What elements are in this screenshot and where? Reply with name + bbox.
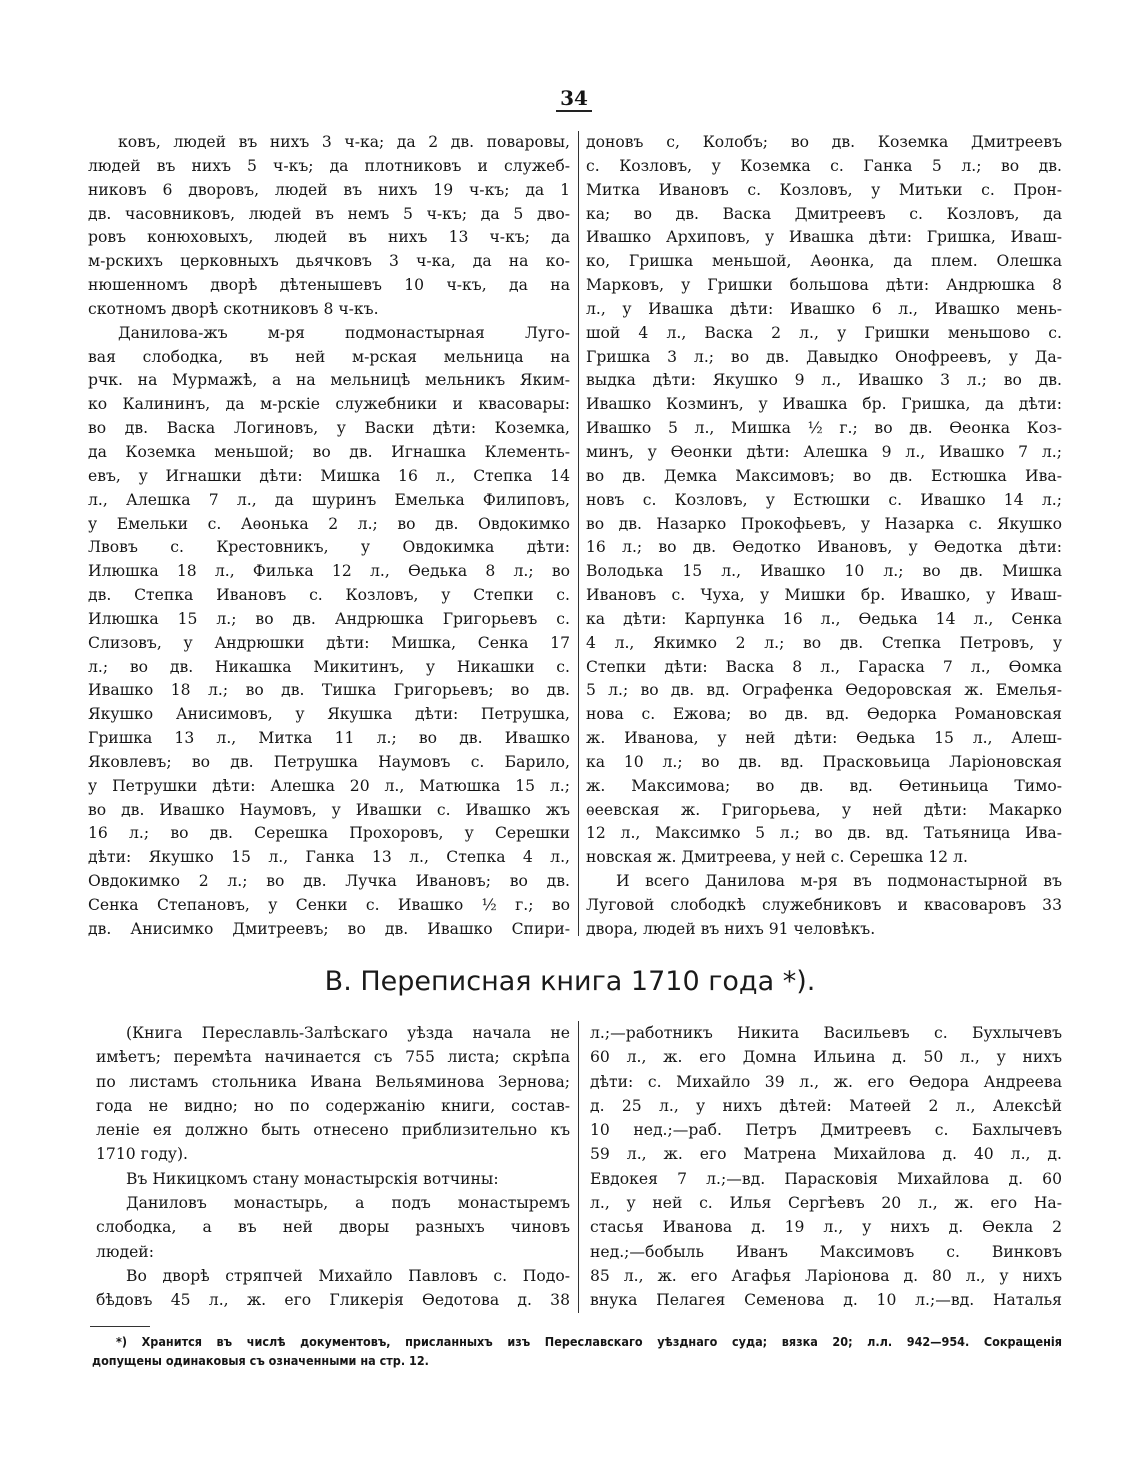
- text-line: 60 л., ж. его Домна Ильина д. 50 л., у нихъ: [590, 1048, 1062, 1067]
- text-line: Ивашко 18 л.; во дв. Тишка Григорьевъ; во дв.: [88, 681, 570, 700]
- text-line: ка дѣти: Карпунка 16 л., Ѳедька 14 л., Сенка: [586, 609, 1062, 628]
- text-line: ко, Гришка меньшой, Аѳонка, да плем. Олешка: [586, 252, 1062, 271]
- text-line: Сенка Степановъ, у Сенки с. Ивашко ½ г.; во: [88, 896, 570, 914]
- text-line: имѣетъ; перемѣта начинается съ 755 листа; скрѣпа: [96, 1048, 570, 1067]
- text-line: леніе ея должно быть отнесено приблизительно къ: [96, 1121, 570, 1140]
- text-line: выдка дѣти: Якушко 9 л., Ивашко 3 л.; во дв.: [586, 371, 1062, 390]
- text-line: Митка Ивановъ с. Козловъ, у Митьки с. Прон-: [586, 180, 1062, 199]
- text-line: л., у ней с. Илья Сергѣевъ 20 л., ж. его На-: [590, 1194, 1062, 1213]
- text-line: Овдокимко 2 л.; во дв. Лучка Ивановъ; во дв.: [88, 872, 570, 891]
- text-line: м-рскихъ церковныхъ дьячковъ 3 ч-ка, да на ко-: [88, 252, 570, 271]
- text-line: нед.;—бобыль Иванъ Максимовъ с. Винковъ: [590, 1242, 1062, 1261]
- text-line: новъ с. Козловъ, у Естюшки с. Ивашко 14 л.;: [586, 490, 1062, 509]
- text-line: у Петрушки дѣти: Алешка 20 л., Матюшка 15 л.;: [88, 776, 570, 795]
- text-line: ко Калининъ, да м-рскіе служебники и квасовары:: [88, 395, 570, 414]
- footnote: [92, 1332, 1062, 1370]
- text-line: ровъ конюховыхъ, людей въ нихъ 13 ч-къ; да: [88, 228, 570, 247]
- text-line: 1710 году).: [96, 1145, 189, 1164]
- text-line: Въ Никицкомъ стану монастырскія вотчины:: [126, 1169, 499, 1188]
- text-line: л.;—работникъ Никита Васильевъ с. Бухлычевъ: [590, 1024, 1062, 1042]
- text-line: Данилова-жъ м-ря подмонастырная Луго-: [118, 323, 570, 342]
- text-line: да Коземка меньшой; во дв. Игнашка Клементь-: [88, 442, 570, 461]
- footnote-line: *) Хранится въ числѣ документовъ, присланныхъ изъ Переславскаго уѣзднаго суда; вязка 20; л.л. 942—954. Сокращенія: [116, 1334, 1062, 1349]
- text-line: рчк. на Мурмажѣ, а на мельницѣ мельникъ Яким-: [88, 371, 570, 390]
- text-line: Во дворѣ стряпчей Михайло Павловъ с. Подо-: [126, 1266, 570, 1285]
- text-line: Ивановъ с. Чуха, у Мишки бр. Ивашко, у Иваш-: [586, 586, 1062, 605]
- text-line: (Книга Переславль-Залѣскаго уѣзда начала не: [126, 1024, 570, 1042]
- text-line: Слизовъ, у Андрюшки дѣти: Мишка, Сенка 17: [88, 633, 570, 652]
- text-line: евъ, у Игнашки дѣти: Мишка 16 л., Степка 14: [88, 466, 570, 485]
- text-line: стасья Иванова д. 19 л., у нихъ д. Ѳекла 2: [590, 1218, 1062, 1237]
- text-line: у Емельки с. Аѳонька 2 л.; во дв. Овдокимко: [88, 514, 570, 533]
- text-line: доновъ с, Колобъ; во дв. Коземка Дмитреевъ: [586, 133, 1062, 151]
- lower-right-column: [590, 1021, 1062, 1313]
- text-line: Марковъ, у Гришки большова дѣти: Андрюшка 8: [586, 276, 1062, 295]
- text-line: Даниловъ монастырь, а подъ монастыремъ: [126, 1194, 570, 1213]
- text-line: 5 л.; во дв. вд. Ографенка Ѳедоровская ж. Емелья-: [586, 681, 1062, 700]
- paragraph: [88, 322, 570, 942]
- text-line: Лвовъ с. Крестовникъ, у Овдокимка дѣти:: [88, 538, 570, 557]
- text-line: дѣти: с. Михайло 39 л., ж. его Ѳедора Андреева: [590, 1072, 1062, 1091]
- text-line: дѣти: Якушко 15 л., Ганка 13 л., Степка 4 л.,: [88, 848, 570, 867]
- text-line: л., Алешка 7 л., да шуринъ Емелька Филиповъ,: [88, 490, 570, 509]
- text-line: 59 л., ж. его Матрена Михайлова д. 40 л., д.: [590, 1145, 1062, 1164]
- text-line: двора, людей въ нихъ 91 человѣкъ.: [586, 919, 876, 938]
- text-line: ж. Максимова; во дв. вд. Ѳетиньица Тимо-: [586, 776, 1062, 795]
- text-line: ж. Иванова, у ней дѣти: Ѳедька 15 л., Алеш-: [586, 729, 1062, 748]
- text-line: Якушко Анисимовъ, у Якушка дѣти: Петрушка,: [88, 705, 570, 724]
- text-line: нова с. Ежова; во дв. вд. Ѳедорка Романовская: [586, 705, 1062, 724]
- text-line: дв. Анисимко Дмитреевъ; во дв. Ивашко Спири-: [88, 919, 570, 938]
- text-line: Илюшка 15 л.; во дв. Андрюшка Григорьевъ с.: [88, 609, 570, 628]
- text-line: скотномъ дворѣ скотниковъ 8 ч-къ.: [88, 299, 379, 318]
- text-line: Яковлевъ; во дв. Петрушка Наумовъ с. Барило,: [88, 752, 570, 771]
- text-line: минъ, у Ѳеонки дѣти: Алешка 9 л., Ивашко 7 л.;: [586, 442, 1062, 461]
- paragraph: [586, 131, 1062, 870]
- text-line: 4 л., Якимко 2 л.; во дв. Степка Петровъ, у: [586, 633, 1062, 652]
- paragraph: [96, 1191, 570, 1264]
- lower-left-column: [96, 1021, 570, 1313]
- text-line: 85 л., ж. его Агафья Ларіонова д. 80 л., у нихъ: [590, 1266, 1062, 1285]
- text-line: 16 л.; во дв. Серешка Прохоровъ, у Серешки: [88, 824, 570, 843]
- text-line: Ивашко Архиповъ, у Ивашка дѣти: Гришка, Иваш-: [586, 228, 1062, 247]
- text-line: никовъ 6 дворовъ, людей въ нихъ 19 ч-къ; да 1: [88, 180, 570, 199]
- column-divider: [578, 131, 579, 936]
- text-line: во дв. Васка Логиновъ, у Васки дѣти: Коземка,: [88, 419, 570, 438]
- text-line: Луговой слободкѣ служебниковъ и квасоваровъ 33: [586, 896, 1062, 914]
- text-line: во дв. Назарко Прокофьевъ, у Назарка с. Якушко: [586, 514, 1062, 533]
- text-line: д. 25 л., у нихъ дѣтей: Матѳей 2 л., Алексѣй: [590, 1096, 1062, 1115]
- text-line: нюшенномъ дворѣ дѣтенышевъ 10 ч-къ, да на: [88, 276, 570, 295]
- paragraph: [96, 1264, 570, 1313]
- text-line: 12 л., Максимко 5 л.; во дв. вд. Татьяница Ива-: [586, 824, 1062, 843]
- text-line: слободка, а въ ней дворы разныхъ чиновъ: [96, 1218, 570, 1237]
- paragraph: [590, 1021, 1062, 1313]
- text-line: года не видно; но по содержанію книги, состав-: [96, 1096, 570, 1115]
- text-line: 10 нед.;—раб. Петръ Дмитреевъ с. Бахлычевъ: [590, 1121, 1062, 1140]
- upper-right-column: [586, 131, 1062, 942]
- text-line: внука Пелагея Семенова д. 10 л.;—вд. Наталья: [590, 1291, 1062, 1310]
- text-line: Евдокея 7 л.;—вд. Парасковія Михайлова д. 60: [590, 1169, 1062, 1188]
- text-line: во дв. Демка Максимовъ; во дв. Естюшка Ива-: [586, 466, 1062, 485]
- text-line: Степки дѣти: Васка 8 л., Гараска 7 л., Ѳомка: [586, 657, 1062, 676]
- text-line: ка; во дв. Васка Дмитреевъ с. Козловъ, да: [586, 204, 1062, 223]
- column-divider: [578, 1021, 579, 1313]
- text-line: Гришка 3 л.; во дв. Давыдко Онофреевъ, у Да-: [586, 347, 1062, 366]
- paragraph: [96, 1167, 570, 1191]
- text-line: Ивашко 5 л., Мишка ½ г.; во дв. Ѳеонка Коз-: [586, 419, 1062, 438]
- text-line: И всего Данилова м-ря въ подмонастырной въ: [616, 872, 1062, 891]
- text-line: во дв. Ивашко Наумовъ, у Ивашки с. Ивашко жъ: [88, 800, 570, 819]
- text-line: дв. часовниковъ, людей въ немъ 5 ч-къ; да 5 дво-: [88, 204, 570, 223]
- text-line: Илюшка 18 л., Филька 12 л., Ѳедька 8 л.; во: [88, 562, 570, 581]
- text-line: ка 10 л.; во дв. вд. Прасковьица Ларіоновская: [586, 752, 1062, 771]
- paragraph: [96, 1021, 570, 1167]
- text-line: новская ж. Дмитреева, у ней с. Серешка 12 л.: [586, 848, 968, 867]
- text-line: л.; во дв. Никашка Микитинъ, у Никашки с.: [88, 657, 570, 676]
- text-line: л., у Ивашка дѣти: Ивашко 6 л., Ивашко мень-: [586, 299, 1062, 318]
- section-title: В. Переписная книга 1710 года *).: [324, 966, 816, 997]
- footnote-rule: [90, 1326, 150, 1327]
- page-number: 34: [556, 86, 592, 112]
- text-line: ѳеевская ж. Григорьева, у ней дѣти: Макарко: [586, 800, 1062, 819]
- text-line: с. Козловъ, у Коземка с. Ганка 5 л.; во дв.: [586, 156, 1062, 175]
- text-line: по листамъ стольника Ивана Вельяминова Зернова;: [96, 1072, 570, 1091]
- text-line: бѣдовъ 45 л., ж. его Гликерія Ѳедотова д. 38: [96, 1291, 570, 1310]
- footnote-line: допущены одинаковыя съ означенными на стр. 12.: [92, 1353, 429, 1368]
- text-line: ковъ, людей въ нихъ 3 ч-ка; да 2 дв. поваровы,: [118, 133, 570, 151]
- text-line: людей:: [96, 1242, 154, 1261]
- text-line: Володька 15 л., Ивашко 10 л.; во дв. Мишка: [586, 562, 1062, 581]
- text-line: Ивашко Козминъ, у Ивашка бр. Гришка, да дѣти:: [586, 395, 1062, 414]
- upper-left-column: [88, 131, 570, 942]
- text-line: Гришка 13 л., Митка 11 л.; во дв. Ивашко: [88, 729, 570, 748]
- paragraph: [586, 870, 1062, 942]
- text-line: 16 л.; во дв. Ѳедотко Ивановъ, у Ѳедотка дѣти:: [586, 538, 1062, 557]
- text-line: вая слободка, въ ней м-рская мельница на: [88, 347, 570, 366]
- paragraph: [88, 131, 570, 322]
- text-line: дв. Степка Ивановъ с. Козловъ, у Степки с.: [88, 586, 570, 605]
- text-line: людей въ нихъ 5 ч-къ; да плотниковъ и служеб-: [88, 156, 570, 175]
- text-line: шой 4 л., Васка 2 л., у Гришки меньшово с.: [586, 323, 1062, 342]
